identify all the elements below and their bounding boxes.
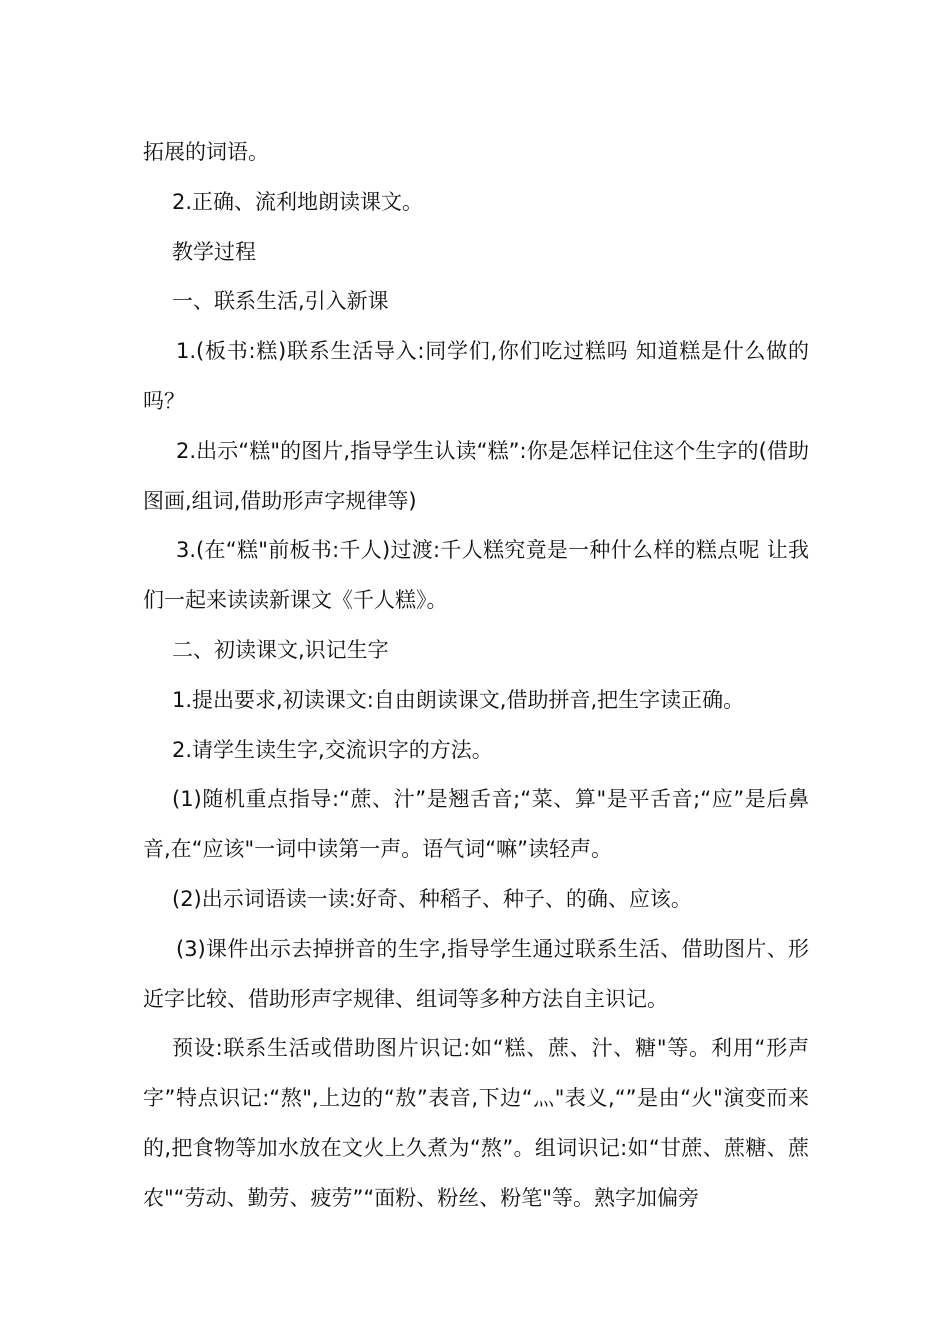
paragraph-read-step-1: 1.提出要求,初读课文:自由朗读课文,借助拼音,把生字读正确。 — [172, 687, 745, 712]
paragraph-step-2: 2.出示“糕"的图片,指导学生认读“糕”:你是怎样记住这个生字的(借助图画,组词,借助形声字规律等) — [143, 438, 809, 513]
section-heading-part-2: 二、初读课文,识记生字 — [172, 637, 389, 662]
paragraph-sub-1: (1)随机重点指导:“蔗、汁”是翘舌音;“菜、算"是平舌音;“应”是后鼻音,在“应该"一词中读第一声。语气词“嘛”读轻声。 — [143, 787, 809, 862]
paragraph-objective-2: 2.正确、流利地朗读课文。 — [172, 189, 424, 214]
paragraph-continuation: 拓展的词语。 — [143, 140, 269, 164]
paragraph-sub-3: (3)课件出示去掉拼音的生字,指导学生通过联系生活、借助图片、形近字比较、借助形声字规律、组词等多种方法自主识记。 — [143, 936, 809, 1011]
section-heading-part-1: 一、联系生活,引入新课 — [172, 289, 389, 314]
document-body — [143, 128, 809, 1224]
paragraph-preset: 预设:联系生活或借助图片识记:如“糕、蔗、汁、糖"等。利用“形声字”特点识记:“熬",上边的“敖”表音,下边“灬"表义,“”是由“火"演变而来的,把食物等加水放在文火上久煮为“熬”。组词识记:如“甘蔗、蔗糖、蔗农"“劳动、勤劳、疲劳”“面粉、粉丝、粉笔"等。熟字加偏旁 — [143, 1036, 809, 1210]
section-heading-process: 教学过程 — [172, 239, 256, 264]
paragraph-sub-2: (2)出示词语读一读:好奇、种稻子、种子、的确、应该。 — [172, 886, 692, 911]
paragraph-step-3: 3.(在“糕"前板书:千人)过渡:千人糕究竟是一种什么样的糕点呢 让我们一起来读读新课文《千人糕》。 — [143, 538, 809, 613]
paragraph-step-1: 1.(板书:糕)联系生活导入:同学们,你们吃过糕吗 知道糕是什么做的吗？ — [143, 339, 809, 413]
paragraph-read-step-2: 2.请学生读生字,交流识字的方法。 — [172, 737, 493, 762]
